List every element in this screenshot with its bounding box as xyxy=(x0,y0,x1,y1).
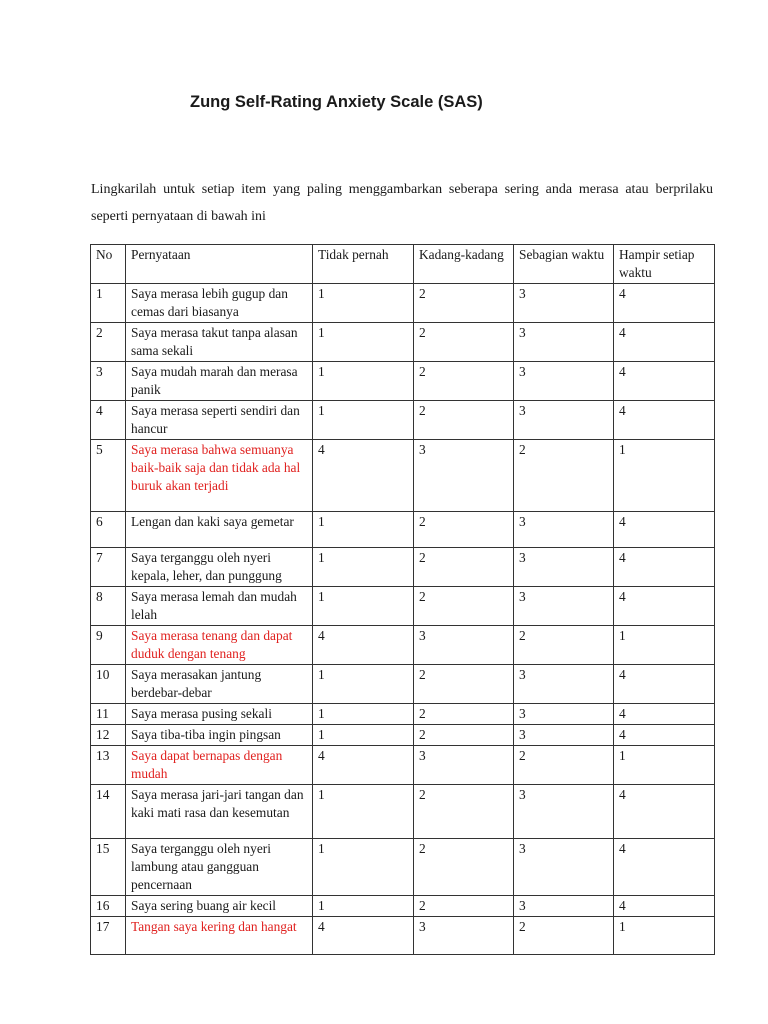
header-part-of-time: Sebagian waktu xyxy=(514,245,614,284)
score-option[interactable]: 3 xyxy=(514,512,614,548)
score-option[interactable]: 4 xyxy=(614,785,715,839)
score-option[interactable]: 1 xyxy=(313,284,414,323)
score-option[interactable]: 1 xyxy=(614,440,715,512)
item-number: 14 xyxy=(91,785,126,839)
score-option[interactable]: 4 xyxy=(313,746,414,785)
score-option[interactable]: 3 xyxy=(414,440,514,512)
table-row xyxy=(91,665,715,704)
score-option[interactable]: 3 xyxy=(514,665,614,704)
score-option[interactable]: 2 xyxy=(414,362,514,401)
score-option[interactable]: 1 xyxy=(313,785,414,839)
item-statement: Saya merasa bahwa semuanya baik-baik saja dan tidak ada hal buruk akan terjadi xyxy=(126,440,313,512)
item-statement: Saya merasakan jantung berdebar-debar xyxy=(126,665,313,704)
score-option[interactable]: 1 xyxy=(313,704,414,725)
table-header-row xyxy=(91,245,715,284)
table-row xyxy=(91,323,715,362)
score-option[interactable]: 1 xyxy=(313,587,414,626)
table-row xyxy=(91,548,715,587)
item-number: 12 xyxy=(91,725,126,746)
score-option[interactable]: 1 xyxy=(614,626,715,665)
item-number: 5 xyxy=(91,440,126,512)
header-sometimes: Kadang-kadang xyxy=(414,245,514,284)
score-option[interactable]: 2 xyxy=(514,440,614,512)
table-row xyxy=(91,284,715,323)
score-option[interactable]: 1 xyxy=(614,917,715,955)
score-option[interactable]: 4 xyxy=(614,323,715,362)
score-option[interactable]: 3 xyxy=(514,548,614,587)
score-option[interactable]: 4 xyxy=(614,587,715,626)
score-option[interactable]: 4 xyxy=(614,725,715,746)
score-option[interactable]: 2 xyxy=(414,704,514,725)
item-number: 7 xyxy=(91,548,126,587)
table-row xyxy=(91,626,715,665)
table-row xyxy=(91,362,715,401)
item-statement: Saya mudah marah dan merasa panik xyxy=(126,362,313,401)
score-option[interactable]: 2 xyxy=(414,512,514,548)
score-option[interactable]: 4 xyxy=(313,917,414,955)
score-option[interactable]: 2 xyxy=(414,839,514,896)
score-option[interactable]: 1 xyxy=(313,323,414,362)
header-never: Tidak pernah xyxy=(313,245,414,284)
item-statement: Saya sering buang air kecil xyxy=(126,896,313,917)
item-statement: Saya dapat bernapas dengan mudah xyxy=(126,746,313,785)
table-row xyxy=(91,440,715,512)
score-option[interactable]: 2 xyxy=(414,725,514,746)
item-statement: Saya merasa takut tanpa alasan sama sekali xyxy=(126,323,313,362)
item-number: 4 xyxy=(91,401,126,440)
score-option[interactable]: 4 xyxy=(614,401,715,440)
score-option[interactable]: 4 xyxy=(614,839,715,896)
table-row xyxy=(91,512,715,548)
score-option[interactable]: 1 xyxy=(313,362,414,401)
item-number: 1 xyxy=(91,284,126,323)
header-statement: Pernyataan xyxy=(126,245,313,284)
score-option[interactable]: 3 xyxy=(514,785,614,839)
score-option[interactable]: 4 xyxy=(614,704,715,725)
score-option[interactable]: 1 xyxy=(313,401,414,440)
item-statement: Lengan dan kaki saya gemetar xyxy=(126,512,313,548)
score-option[interactable]: 1 xyxy=(313,548,414,587)
score-option[interactable]: 4 xyxy=(614,896,715,917)
item-statement: Saya merasa pusing sekali xyxy=(126,704,313,725)
table-row xyxy=(91,401,715,440)
table-body xyxy=(91,284,715,955)
item-number: 2 xyxy=(91,323,126,362)
table-row xyxy=(91,725,715,746)
score-option[interactable]: 4 xyxy=(614,548,715,587)
item-statement: Saya terganggu oleh nyeri kepala, leher, dan punggung xyxy=(126,548,313,587)
item-number: 16 xyxy=(91,896,126,917)
score-option[interactable]: 3 xyxy=(514,587,614,626)
item-statement: Saya merasa lemah dan mudah lelah xyxy=(126,587,313,626)
item-number: 10 xyxy=(91,665,126,704)
score-option[interactable]: 4 xyxy=(614,512,715,548)
item-number: 17 xyxy=(91,917,126,955)
item-number: 9 xyxy=(91,626,126,665)
score-option[interactable]: 4 xyxy=(614,362,715,401)
score-option[interactable]: 2 xyxy=(414,587,514,626)
score-option[interactable]: 1 xyxy=(313,512,414,548)
score-option[interactable]: 2 xyxy=(414,785,514,839)
item-statement: Saya merasa tenang dan dapat duduk dengan tenang xyxy=(126,626,313,665)
header-no: No xyxy=(91,245,126,284)
table-row xyxy=(91,785,715,839)
item-statement: Tangan saya kering dan hangat xyxy=(126,917,313,955)
score-option[interactable]: 3 xyxy=(514,725,614,746)
score-option[interactable]: 1 xyxy=(313,665,414,704)
table-row xyxy=(91,839,715,896)
score-option[interactable]: 4 xyxy=(614,284,715,323)
item-number: 15 xyxy=(91,839,126,896)
item-number: 13 xyxy=(91,746,126,785)
score-option[interactable]: 1 xyxy=(313,839,414,896)
score-option[interactable]: 2 xyxy=(514,917,614,955)
score-option[interactable]: 1 xyxy=(313,725,414,746)
item-statement: Saya merasa lebih gugup dan cemas dari biasanya xyxy=(126,284,313,323)
score-option[interactable]: 4 xyxy=(313,626,414,665)
anxiety-scale-table xyxy=(90,244,715,955)
score-option[interactable]: 3 xyxy=(514,839,614,896)
score-option[interactable]: 2 xyxy=(514,746,614,785)
score-option[interactable]: 2 xyxy=(514,626,614,665)
score-option[interactable]: 1 xyxy=(614,746,715,785)
item-statement: Saya merasa seperti sendiri dan hancur xyxy=(126,401,313,440)
table-row xyxy=(91,917,715,955)
score-option[interactable]: 3 xyxy=(514,284,614,323)
table-row xyxy=(91,704,715,725)
score-option[interactable]: 4 xyxy=(313,440,414,512)
score-option[interactable]: 2 xyxy=(414,896,514,917)
score-option[interactable]: 3 xyxy=(514,704,614,725)
score-option[interactable]: 3 xyxy=(414,917,514,955)
instruction-text: Lingkarilah untuk setiap item yang paling menggambarkan seberapa sering anda merasa atau berprilaku seperti pernyataan di bawah ini xyxy=(91,182,713,224)
score-option[interactable]: 3 xyxy=(514,362,614,401)
item-number: 8 xyxy=(91,587,126,626)
score-option[interactable]: 3 xyxy=(514,896,614,917)
document-title: Zung Self-Rating Anxiety Scale (SAS) xyxy=(190,93,483,111)
score-option[interactable]: 3 xyxy=(414,746,514,785)
header-most-of-time: Hampir setiap waktu xyxy=(614,245,715,284)
item-statement: Saya merasa jari-jari tangan dan kaki mati rasa dan kesemutan xyxy=(126,785,313,839)
score-option[interactable]: 2 xyxy=(414,665,514,704)
score-option[interactable]: 2 xyxy=(414,548,514,587)
score-option[interactable]: 3 xyxy=(514,401,614,440)
score-option[interactable]: 3 xyxy=(414,626,514,665)
score-option[interactable]: 3 xyxy=(514,323,614,362)
item-statement: Saya tiba-tiba ingin pingsan xyxy=(126,725,313,746)
item-statement: Saya terganggu oleh nyeri lambung atau gangguan pencernaan xyxy=(126,839,313,896)
table-row xyxy=(91,746,715,785)
score-option[interactable]: 2 xyxy=(414,323,514,362)
score-option[interactable]: 2 xyxy=(414,401,514,440)
score-option[interactable]: 1 xyxy=(313,896,414,917)
item-number: 6 xyxy=(91,512,126,548)
item-number: 11 xyxy=(91,704,126,725)
table-row xyxy=(91,587,715,626)
score-option[interactable]: 4 xyxy=(614,665,715,704)
score-option[interactable]: 2 xyxy=(414,284,514,323)
table-row xyxy=(91,896,715,917)
item-number: 3 xyxy=(91,362,126,401)
